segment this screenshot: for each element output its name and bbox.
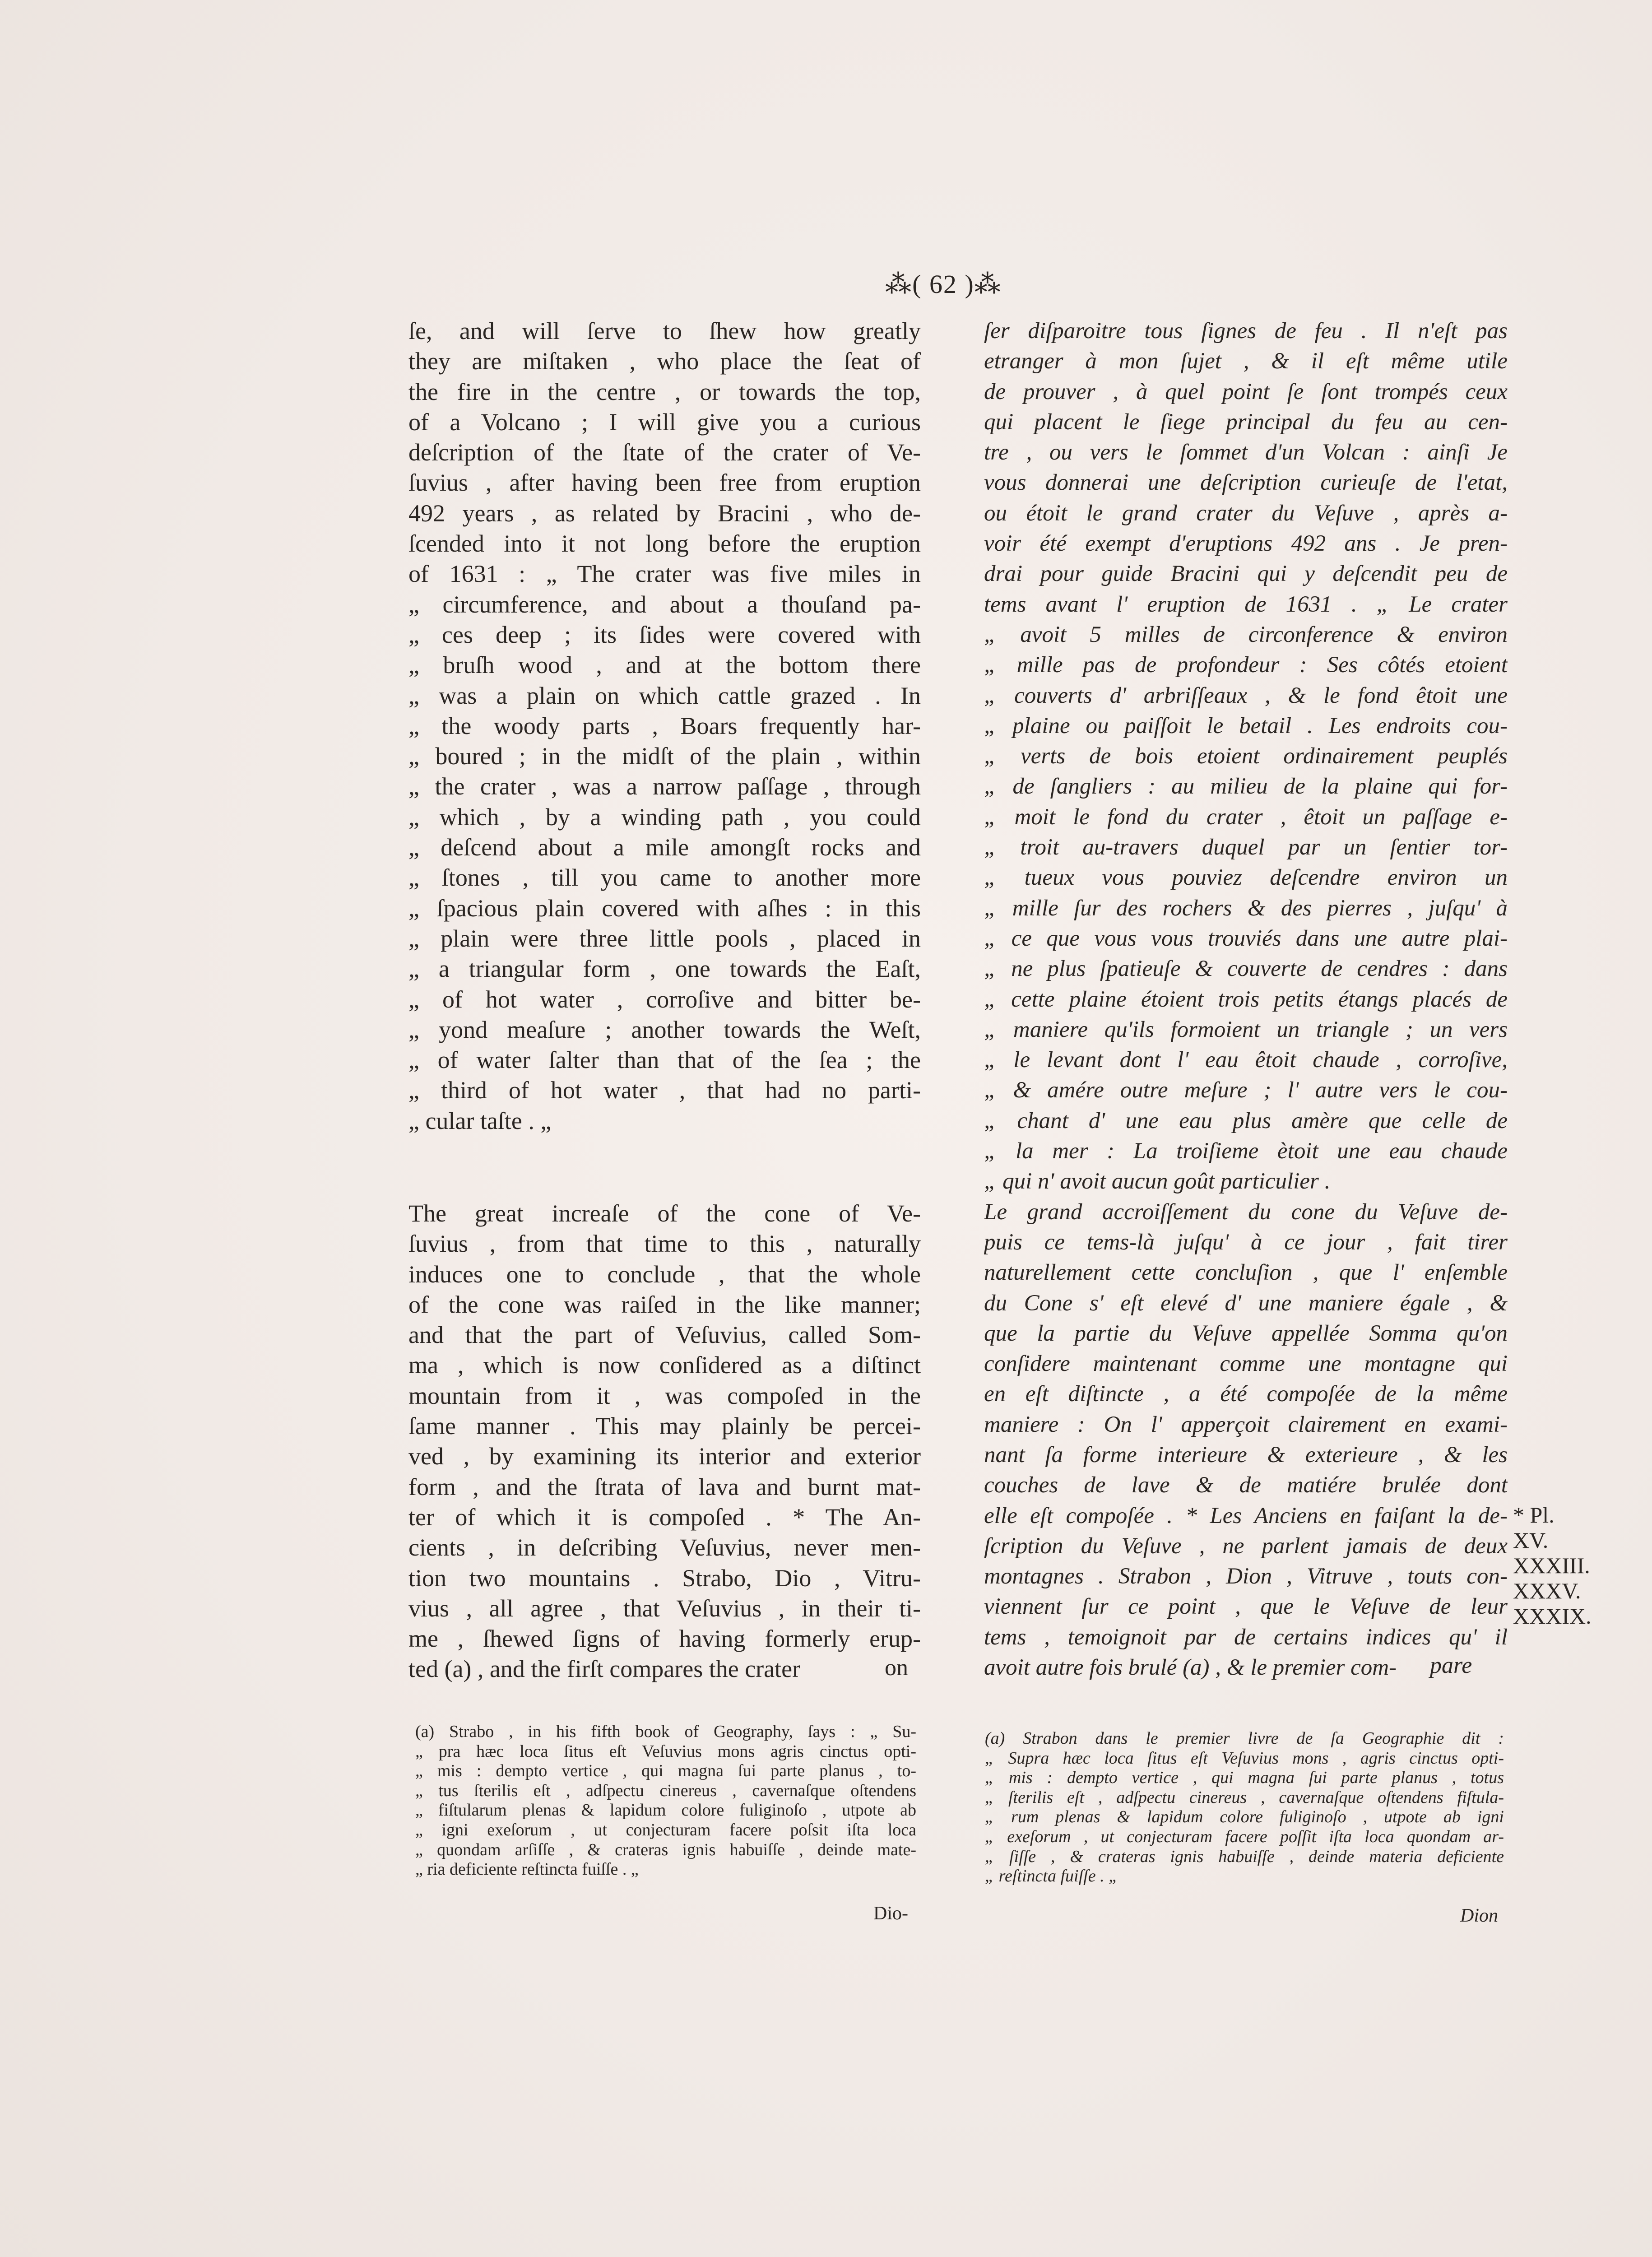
text-line: „ igni exeſorum , ut conjecturam facere poſsit iſta loca <box>415 1820 916 1839</box>
text-line: (a) Strabon dans le premier livre de ſa Geographie dit : <box>985 1729 1504 1748</box>
text-line: Le grand accroiſſement du cone du Veſuve de- <box>984 1199 1508 1225</box>
text-line: „ ria deficiente reſtincta fuiſſe . „ <box>415 1860 639 1879</box>
text-line: nant ſa forme interieure & exterieure , & les <box>984 1442 1508 1468</box>
text-line: tre , ou vers le ſommet d'un Volcan : ainſi Je <box>984 440 1508 465</box>
french-text <box>984 316 1508 1683</box>
text-line: „ was a plain on which cattle grazed . In <box>408 682 921 709</box>
text-line: „ of hot water , corroſive and bitter be- <box>408 985 921 1013</box>
english-footnote <box>415 1722 916 1880</box>
text-line: ter of which it is compoſed . * The An- <box>408 1503 921 1531</box>
text-line: induces one to conclude , that the whole <box>408 1260 921 1288</box>
text-line: „ moit le fond du crater , êtoit un paſſage e- <box>984 804 1508 830</box>
text-line: naturellement cette concluſion , que l' enſemble <box>984 1260 1508 1286</box>
french-footnote-catchword: Dion <box>1460 1905 1498 1926</box>
text-line: que la partie du Veſuve appellée Somma qu'on <box>984 1320 1508 1346</box>
text-line: voir été exempt d'eruptions 492 ans . Je pren- <box>984 531 1508 557</box>
text-line: „ circumference, and about a thouſand pa- <box>408 590 921 618</box>
text-line: the fire in the centre , or towards the top, <box>408 378 921 405</box>
text-line: „ ſtones , till you came to another more <box>408 864 921 892</box>
page-number-header: ⁂( 62 )⁂ <box>885 269 1002 299</box>
text-line: „ mis : dempto vertice , qui magna ſui parte planus , to- <box>415 1761 916 1781</box>
text-line: „ chant d' une eau plus amère que celle de <box>984 1108 1508 1133</box>
text-line: „ deſcend about a mile amongſt rocks and <box>408 834 921 861</box>
text-line: form , and the ſtrata of lava and burnt mat- <box>408 1473 921 1500</box>
english-paragraph-1 <box>408 316 921 1136</box>
text-line: XV. <box>1513 1528 1549 1553</box>
text-line: ſame manner . This may plainly be percei- <box>408 1412 921 1440</box>
text-line: tion two mountains . Strabo, Dio , Vitru- <box>408 1564 921 1592</box>
text-line: tems , temoignoit par de certains indices qu' il <box>984 1624 1508 1650</box>
french-catchword: pare <box>1430 1653 1472 1678</box>
text-line: „ cular taſte . „ <box>408 1107 552 1134</box>
text-line: (a) Strabo , in his fifth book of Geography, ſays : „ Su- <box>415 1722 916 1741</box>
text-line: „ mille pas de profondeur : Ses côtés etoient <box>984 652 1508 678</box>
plate-reference-margin-note <box>1513 1502 1630 1629</box>
text-line: „ plaine ou paiſſoit le betail . Les endroits cou- <box>984 713 1508 738</box>
text-line: cients , in deſcribing Veſuvius, never men- <box>408 1534 921 1561</box>
text-line: mountain from it , was compoſed in the <box>408 1382 921 1409</box>
text-line: XXXV. <box>1513 1578 1581 1603</box>
text-line: couches de lave & de matiére brulée dont <box>984 1472 1508 1498</box>
text-line: The great increaſe of the cone of Ve- <box>408 1200 921 1227</box>
text-line: „ yond meaſure ; another towards the Weſt, <box>408 1016 921 1043</box>
text-line: of a Volcano ; I will give you a curious <box>408 408 921 436</box>
text-line: they are miſtaken , who place the ſeat of <box>408 348 921 375</box>
text-line: „ reſtincta fuiſſe . „ <box>985 1867 1118 1886</box>
text-line: „ pra hæc loca ſitus eſt Veſuvius mons agris cinctus opti- <box>415 1742 916 1761</box>
text-line: avoit autre fois brulé (a) , & le premier com- <box>984 1655 1397 1681</box>
text-line: ted (a) , and the firſt compares the crater <box>408 1655 801 1683</box>
text-line: viennent ſur ce point , que le Veſuve de leur <box>984 1594 1508 1620</box>
text-line: elle eſt compoſée . * Les Anciens en faiſant la de- <box>984 1503 1508 1528</box>
text-line: XXXIII. <box>1513 1553 1590 1578</box>
text-line: tems avant l' eruption de 1631 . „ Le crater <box>984 591 1508 617</box>
text-line: „ ce que vous vous trouviés dans une autre plai- <box>984 925 1508 951</box>
text-line: „ third of hot water , that had no parti- <box>408 1077 921 1104</box>
text-line: ſer diſparoitre tous ſignes de feu . Il n'eſt pas <box>984 318 1508 344</box>
text-line: „ rum plenas & lapidum colore fuliginoſo , utpote ab igni <box>985 1807 1504 1827</box>
text-line: „ tus ſterilis eſt , adſpectu cinereus , cavernaſque oſtendens <box>415 1781 916 1800</box>
text-line: * Pl. <box>1513 1502 1555 1528</box>
text-line: „ tueux vous pouviez deſcendre environ un <box>984 865 1508 891</box>
text-line: of the cone was raiſed in the like manner; <box>408 1291 921 1318</box>
text-line: puis ce tems-là juſqu' à ce jour , fait tirer <box>984 1229 1508 1255</box>
text-line: ſuvius , from that time to this , naturally <box>408 1230 921 1258</box>
text-line: „ boured ; in the midſt of the plain , within <box>408 743 921 770</box>
text-line: 492 years , as related by Bracini , who de- <box>408 499 921 527</box>
english-paragraph-2 <box>408 1198 921 1685</box>
text-line: ma , which is now conſidered as a diſtinct <box>408 1351 921 1379</box>
text-line: vous donnerai une deſcription curieuſe de l'etat, <box>984 470 1508 496</box>
text-line: „ ſpacious plain covered with aſhes : in this <box>408 894 921 922</box>
text-line: en eſt diſtincte , a été compoſée de la même <box>984 1381 1508 1407</box>
text-line: „ la mer : La troiſieme ètoit une eau chaude <box>984 1138 1508 1164</box>
text-line: „ mis : dempto vertice , qui magna ſui parte planus , totus <box>985 1768 1504 1788</box>
text-line: „ the crater , was a narrow paſſage , through <box>408 773 921 800</box>
text-line: „ bruſh wood , and at the bottom there <box>408 651 921 679</box>
text-line: of 1631 : „ The crater was five miles in <box>408 560 921 588</box>
text-line: „ a triangular form , one towards the Eaſt, <box>408 955 921 983</box>
text-line: „ exeſorum , ut conjecturam facere poſſit iſta loca quondam ar- <box>985 1827 1504 1846</box>
text-line: „ Supra hæc loca ſitus eſt Veſuvius mons , agris cinctus opti- <box>985 1748 1504 1768</box>
text-line: „ mille ſur des rochers & des pierres , juſqu' à <box>984 895 1508 921</box>
text-line: conſidere maintenant comme une montagne qui <box>984 1351 1508 1377</box>
text-line: deſcription of the ſtate of the crater of Ve- <box>408 439 921 466</box>
text-line: and that the part of Veſuvius, called Som- <box>408 1321 921 1349</box>
text-line: etranger à mon ſujet , & il eſt même utile <box>984 348 1508 374</box>
text-line: „ plain were three little pools , placed in <box>408 924 921 952</box>
french-footnote <box>985 1729 1504 1886</box>
text-line: montagnes . Strabon , Dion , Vitruve , touts con- <box>984 1564 1508 1589</box>
text-line: vius , all agree , that Veſuvius , in their ti- <box>408 1594 921 1622</box>
text-line: ou étoit le grand crater du Veſuve , après a- <box>984 500 1508 526</box>
text-line: „ which , by a winding path , you could <box>408 803 921 831</box>
text-line: „ verts de bois etoient ordinairement peuplés <box>984 743 1508 769</box>
text-line: ſcription du Veſuve , ne parlent jamais de deux <box>984 1533 1508 1559</box>
text-line: „ avoit 5 milles de circonference & environ <box>984 622 1508 647</box>
text-line: „ ſterilis eſt , adſpectu cinereus , cavernaſque oſtendens fiſtula- <box>985 1788 1504 1807</box>
text-line: „ maniere qu'ils formoient un triangle ; un vers <box>984 1017 1508 1042</box>
text-line: „ of water ſalter than that of the ſea ; the <box>408 1046 921 1074</box>
text-line: maniere : On l' apperçoit clairement en exami- <box>984 1412 1508 1437</box>
text-line: „ fiſtularum plenas & lapidum colore fuliginoſo , utpote ab <box>415 1801 916 1820</box>
text-line: XXXIX. <box>1513 1603 1592 1629</box>
text-line: „ qui n' avoit aucun goût particulier . <box>984 1169 1331 1194</box>
text-line: „ quondam arſiſſe , & crateras ignis habuiſſe , deinde mate- <box>415 1840 916 1859</box>
text-line: „ de ſangliers : au milieu de la plaine qui for- <box>984 774 1508 799</box>
text-line: „ troit au-travers duquel par un ſentier tor- <box>984 835 1508 860</box>
english-footnote-catchword: Dio- <box>873 1903 908 1924</box>
english-catchword: on <box>885 1655 908 1681</box>
text-line: qui placent le ſiege principal du feu au cen- <box>984 409 1508 435</box>
text-line: „ ſiſſe , & crateras ignis habuiſſe , deinde materia deficiente <box>985 1847 1504 1866</box>
text-line: „ le levant dont l' eau êtoit chaude , corroſive, <box>984 1047 1508 1073</box>
text-line: „ cette plaine étoient trois petits étangs placés de <box>984 986 1508 1012</box>
text-line: „ the woody parts , Boars frequently har- <box>408 712 921 739</box>
text-line: drai pour guide Bracini qui y deſcendit peu de <box>984 561 1508 587</box>
text-line: „ ne plus ſpatieuſe & couverte de cendres : dans <box>984 956 1508 982</box>
text-line: de prouver , à quel point ſe ſont trompés ceux <box>984 379 1508 404</box>
text-line: „ & amére outre meſure ; l' autre vers le cou- <box>984 1077 1508 1103</box>
text-line: ſe, and will ſerve to ſhew how greatly <box>408 317 921 344</box>
text-line: ved , by examining its interior and exterior <box>408 1443 921 1470</box>
text-line: me , ſhewed ſigns of having formerly erup- <box>408 1625 921 1653</box>
text-line: ſuvius , after having been free from eruption <box>408 469 921 497</box>
text-line: du Cone s' eſt elevé d' une maniere égale , & <box>984 1290 1508 1316</box>
text-line: ſcended into it not long before the eruption <box>408 530 921 557</box>
text-line: „ ces deep ; its ſides were covered with <box>408 621 921 648</box>
text-line: „ couverts d' arbriſſeaux , & le fond êtoit une <box>984 683 1508 708</box>
